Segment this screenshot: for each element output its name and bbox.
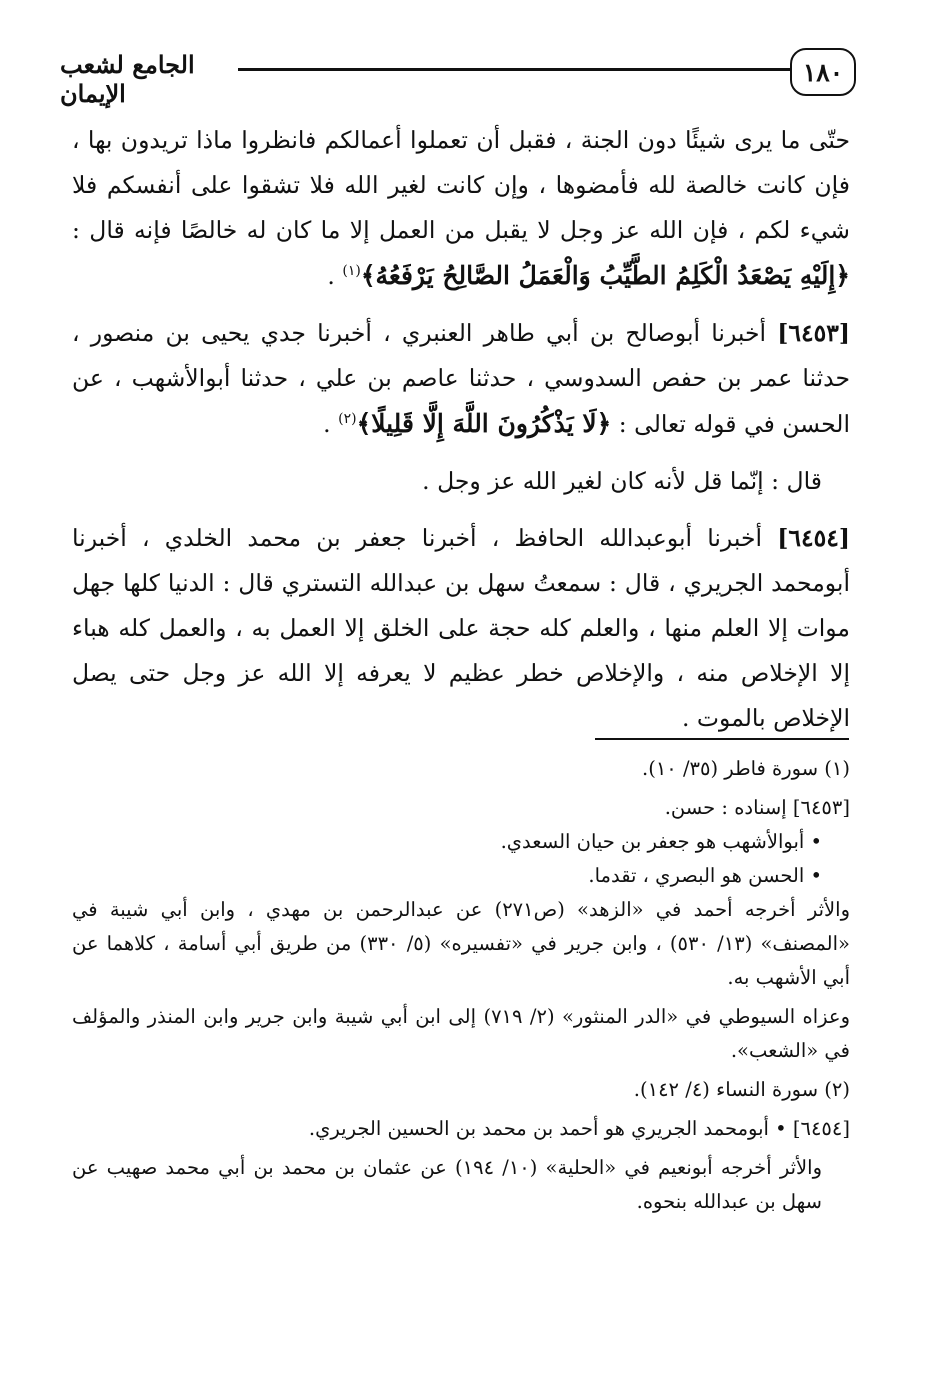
page-header [60, 42, 860, 108]
book-title: الجامع لشعب الإيمان [60, 50, 195, 108]
footnote-1: (١) سورة فاطر (٣٥/ ١٠). [642, 757, 850, 780]
footnote-ref: (١) [342, 263, 361, 280]
header-rule [238, 68, 792, 71]
footnote-6454-takhrij: والأثر أخرجه أبونعيم في «الحلية» (١٠/ ١٩٤) عن عثمان بن محمد بن أبي محمد صهيب عن سهل بن عبدالله بنحوه. [72, 1156, 822, 1213]
footnote-6453-bullet-2: • الحسن هو البصري ، تقدما. [588, 864, 822, 887]
page-number: ١٨٠ [790, 48, 856, 96]
hadith-number: [٦٤٥٣] [777, 319, 850, 347]
paragraph-text: حتّى ما يرى شيئًا دون الجنة ، فقبل أن تعملوا أعمالكم فانظروا ماذا تريدون بها ، فإن كانت خالصة لله فأمضوها ، وإن كانت لغير الله فلا تشقوا على أنفسكم فلا شيء لكم ، فإن الله عز وجل لا يقبل من العمل إلا ما كان له خالصًا فإنه قال : [72, 126, 850, 244]
hadith-6453 [72, 311, 850, 447]
footnote-ref: (٢) [338, 411, 357, 428]
footnote-6453-head: [٦٤٥٣] إسناده : حسن. [664, 796, 850, 819]
footnote-6453-takhrij: والأثر أخرجه أحمد في «الزهد» (ص٢٧١) عن عبدالرحمن بن مهدي ، وابن أبي شيبة في «المصنف» (١٣/ ٥٣٠) ، وابن جرير في «تفسيره» (٥/ ٣٣٠) من طريق أبي أسامة ، كلاهما عن أبي الأشهب به. [72, 898, 850, 989]
paragraph-end: . [323, 410, 339, 438]
paragraph-continuation [72, 118, 850, 299]
quran-verse: ﴿لَا يَذْكُرُونَ اللَّهَ إِلَّا قَلِيلًا﴾ [356, 409, 612, 438]
main-text [72, 118, 850, 753]
footnotes [72, 752, 850, 1224]
footnote-6453-bullet-1: • أبوالأشهب هو جعفر بن حيان السعدي. [500, 830, 822, 853]
hadith-number: [٦٤٥٤] [777, 524, 850, 552]
paragraph-end: . [327, 262, 343, 290]
quran-verse: ﴿إِلَيْهِ يَصْعَدُ الْكَلِمُ الطَّيِّبُ وَالْعَمَلُ الصَّالِحُ يَرْفَعُهُ﴾ [360, 261, 850, 290]
hadith-text: أخبرنا أبوعبدالله الحافظ ، أخبرنا جعفر بن محمد الخلدي ، أخبرنا أبومحمد الجريري ، قال : سمعتُ سهل بن عبدالله التستري قال : الدنيا كلها جهل موات إلا العلم منها ، والعلم كله حجة على الخلق إلا العمل به ، والعمل كله هباء إلا الإخلاص منه ، والإخلاص خطر عظيم لا يعرفه إلا الله عز وجل حتى يصل الإخلاص بالموت . [72, 524, 850, 732]
hadith-text: أخبرنا أبوصالح بن أبي طاهر العنبري ، أخبرنا جدي يحيى بن منصور ، حدثنا عمر بن حفص السدوسي ، حدثنا عاصم بن علي ، حدثنا أبوالأشهب ، عن الحسن في قوله تعالى : [72, 319, 850, 438]
footnote-separator [595, 738, 849, 740]
qal-line: قال : إنّما قل لأنه كان لغير الله عز وجل . [422, 467, 822, 495]
hadith-6454 [72, 516, 850, 741]
footnote-2: (٢) سورة النساء (٤/ ١٤٢). [633, 1078, 850, 1101]
footnote-6453-suyuti: وعزاه السيوطي في «الدر المنثور» (٢/ ٧١٩) إلى ابن أبي شيبة وابن جرير وابن المنذر والمؤلف في «الشعب». [72, 1005, 850, 1062]
footnote-6454-head: [٦٤٥٤] • أبومحمد الجريري هو أحمد بن محمد بن الحسين الجريري. [308, 1117, 850, 1140]
